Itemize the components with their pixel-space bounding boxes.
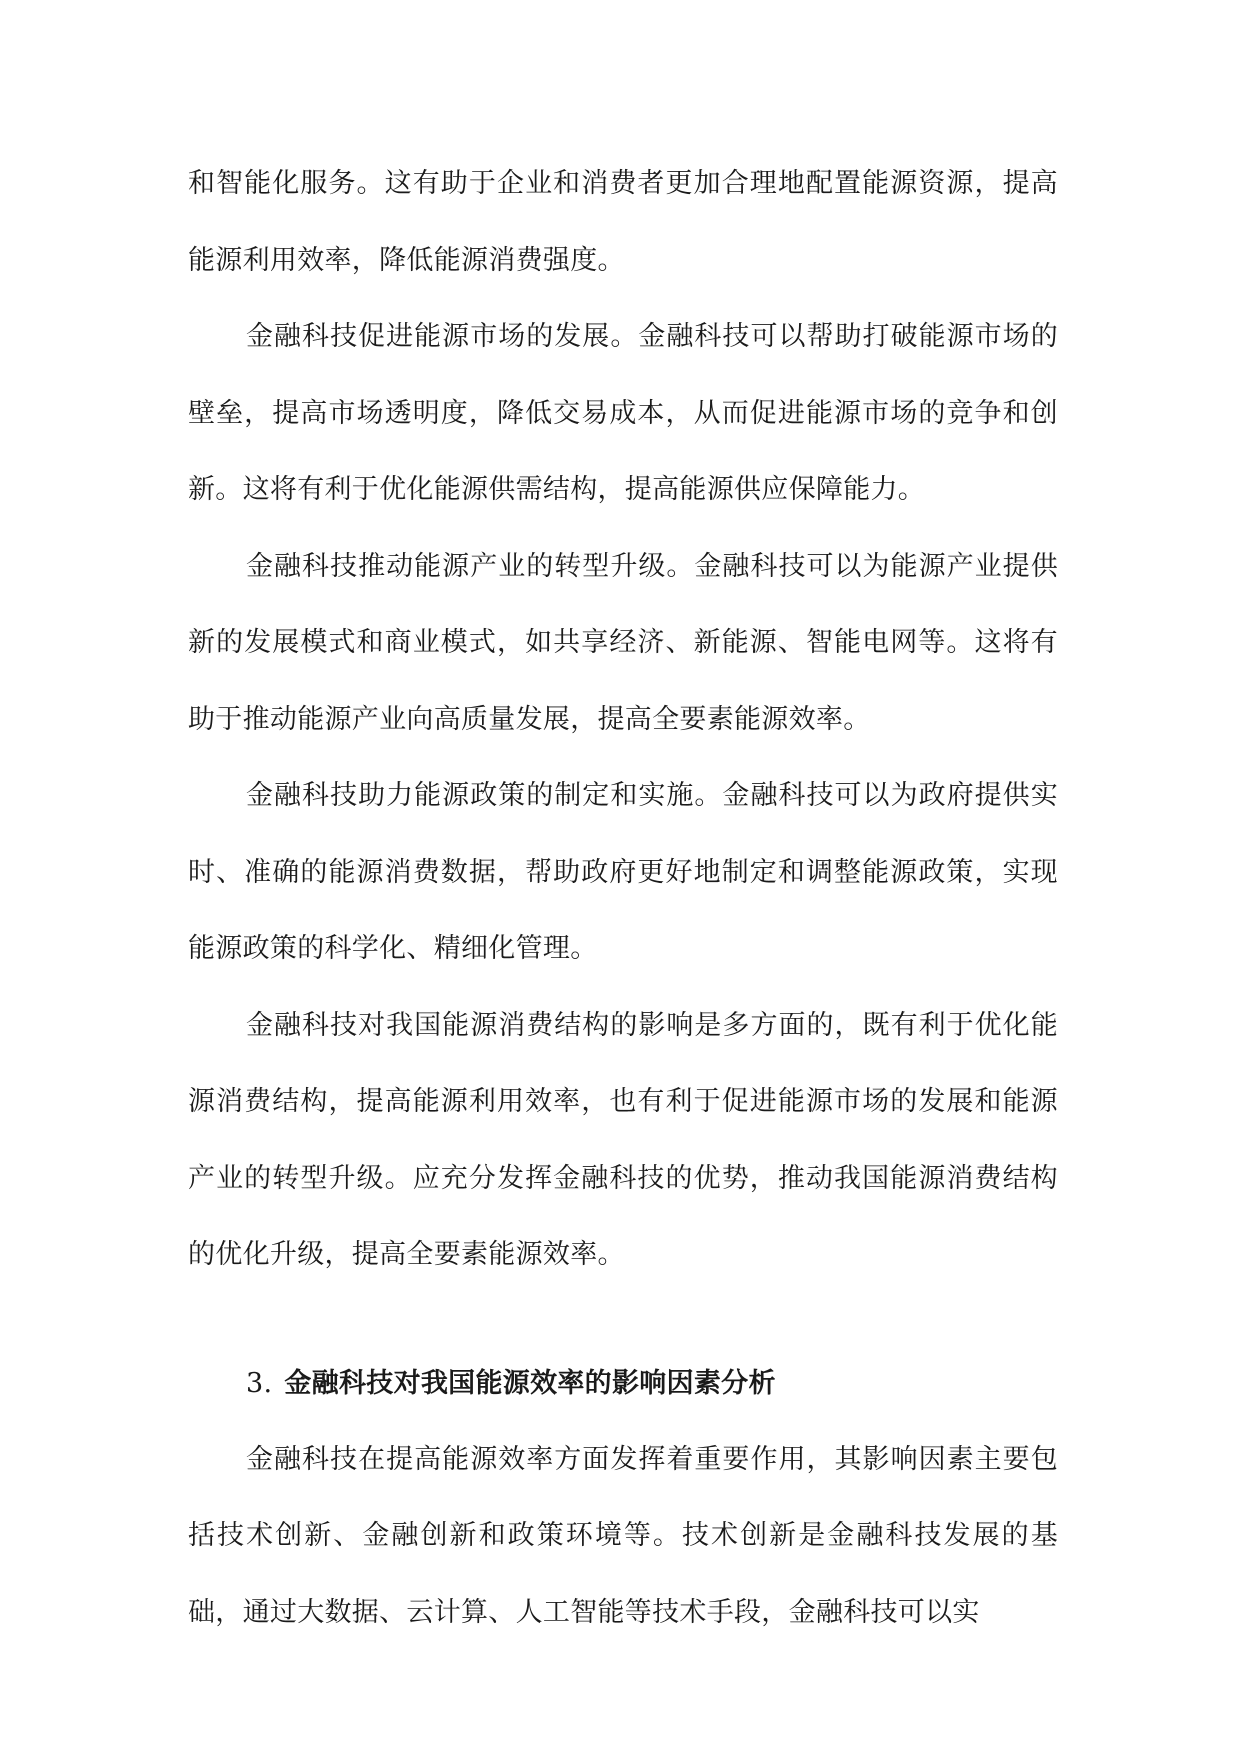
paragraph-2: 金融科技促进能源市场的发展。金融科技可以帮助打破能源市场的壁垒，提高市场透明度，降低交易成本，从而促进能源市场的竞争和创新。这将有利于优化能源供需结构，提高能源供应保障能力。 bbox=[188, 321, 1058, 505]
section-paragraph-1: 金融科技在提高能源效率方面发挥着重要作用，其影响因素主要包括技术创新、金融创新和政策环境等。技术创新是金融科技发展的基础，通过大数据、云计算、人工智能等技术手段，金融科技可以实 bbox=[188, 1443, 1058, 1628]
paragraph-1: 和智能化服务。这有助于企业和消费者更加合理地配置能源资源，提高能源利用效率，降低能源消费强度。 bbox=[188, 168, 1058, 276]
section-spacer bbox=[188, 1294, 1058, 1346]
paragraph-3: 金融科技推动能源产业的转型升级。金融科技可以为能源产业提供新的发展模式和商业模式，如共享经济、新能源、智能电网等。这将有助于推动能源产业向高质量发展，提高全要素能源效率。 bbox=[188, 550, 1058, 735]
document-body bbox=[188, 146, 1058, 1651]
paragraph-4: 金融科技助力能源政策的制定和实施。金融科技可以为政府提供实时、准确的能源消费数据，帮助政府更好地制定和调整能源政策，实现能源政策的科学化、精细化管理。 bbox=[188, 780, 1058, 964]
paragraph-5: 金融科技对我国能源消费结构的影响是多方面的，既有利于优化能源消费结构，提高能源利用效率，也有利于促进能源市场的发展和能源产业的转型升级。应充分发挥金融科技的优势，推动我国能源消费结构的优化升级，提高全要素能源效率。 bbox=[188, 1009, 1058, 1270]
section-number: 3. bbox=[246, 1367, 273, 1399]
section-title: 金融科技对我国能源效率的影响因素分析 bbox=[284, 1367, 776, 1399]
section-heading bbox=[188, 1346, 1058, 1422]
